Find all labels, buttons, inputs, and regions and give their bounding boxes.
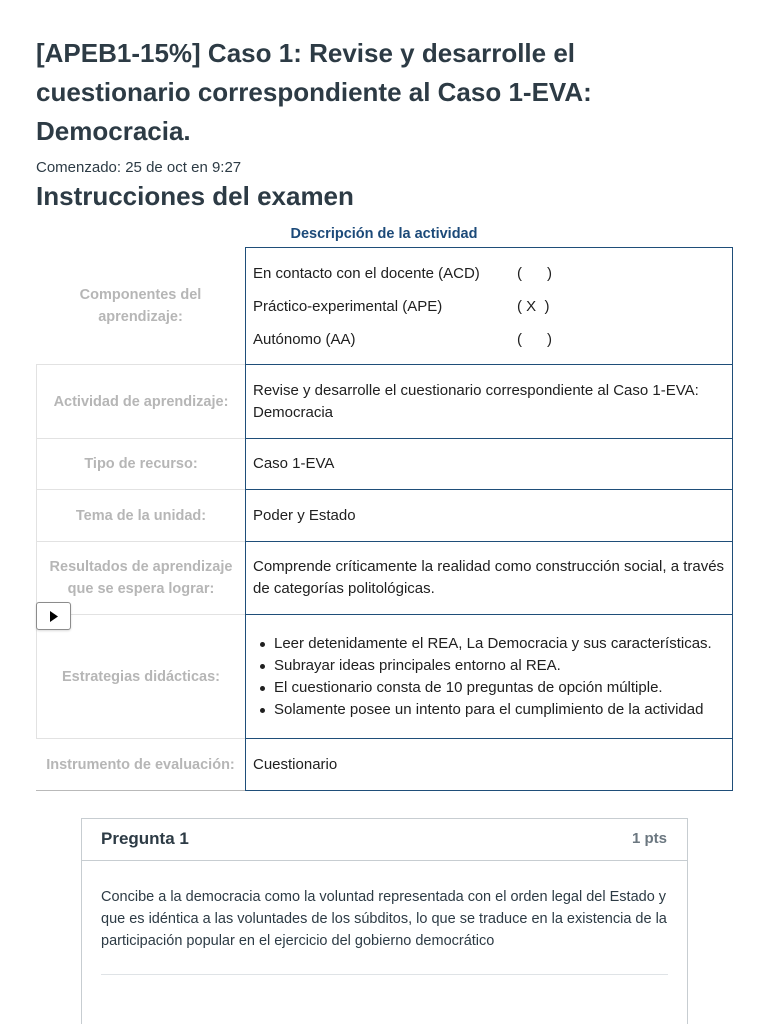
evaluation-instrument-value: Cuestionario	[245, 739, 733, 791]
play-icon	[49, 611, 59, 622]
strategies-label: Estrategias didácticas:	[36, 615, 245, 739]
components-label: Componentes del aprendizaje:	[36, 247, 245, 365]
question-card	[81, 818, 688, 1024]
component-acd: En contacto con el docente (ACD)	[253, 265, 480, 282]
component-acd-mark: ( )	[517, 265, 552, 282]
evaluation-instrument-label: Instrumento de evaluación:	[36, 739, 245, 791]
activity-label: Actividad de aprendizaje:	[36, 365, 245, 439]
activity-value: Revise y desarrolle el cuestionario correspondiente al Caso 1-EVA: Democracia	[245, 365, 733, 439]
strategies-value	[245, 615, 733, 739]
list-item: Solamente posee un intento para el cumplimiento de la actividad	[250, 699, 712, 721]
strategies-list	[250, 633, 712, 721]
page-title: [APEB1-15%] Caso 1: Revise y desarrolle el cuestionario correspondiente al Caso 1-EVA: Democracia.	[36, 38, 592, 146]
resource-type-label: Tipo de recurso:	[36, 439, 245, 490]
learning-outcomes-label: Resultados de aprendizaje que se espera lograr:	[36, 542, 245, 615]
list-item: Leer detenidamente el REA, La Democracia y sus características.	[250, 633, 712, 655]
unit-topic-label: Tema de la unidad:	[36, 490, 245, 542]
question-title: Pregunta 1	[101, 829, 189, 848]
component-aa-mark: ( )	[517, 331, 552, 348]
component-aa: Autónomo (AA)	[253, 331, 356, 348]
component-ape: Práctico-experimental (APE)	[253, 298, 443, 315]
components-value	[245, 247, 733, 365]
learning-outcomes-value: Comprende críticamente la realidad como construcción social, a través de categorías politológicas.	[245, 542, 733, 615]
resource-type-value: Caso 1-EVA	[245, 439, 733, 490]
question-divider	[101, 974, 668, 975]
play-button[interactable]	[36, 602, 71, 630]
question-header	[82, 819, 687, 861]
list-item: El cuestionario consta de 10 preguntas de opción múltiple.	[250, 677, 712, 699]
started-timestamp: Comenzado: 25 de oct en 9:27	[36, 159, 242, 176]
instructions-heading: Instrucciones del examen	[36, 181, 354, 211]
list-item: Subrayar ideas principales entorno al REA.	[250, 655, 712, 677]
question-text: Concibe a la democracia como la voluntad representada con el orden legal del Estado y que es idéntica a las voluntades de los súbditos, lo que se traduce en la existencia de la participación popular en el ejercicio del gobierno democrático	[101, 889, 667, 949]
component-ape-mark: ( X )	[517, 298, 550, 315]
table-caption: Descripción de la actividad	[290, 226, 478, 242]
unit-topic-value: Poder y Estado	[245, 490, 733, 542]
question-points: 1 pts	[631, 830, 667, 847]
